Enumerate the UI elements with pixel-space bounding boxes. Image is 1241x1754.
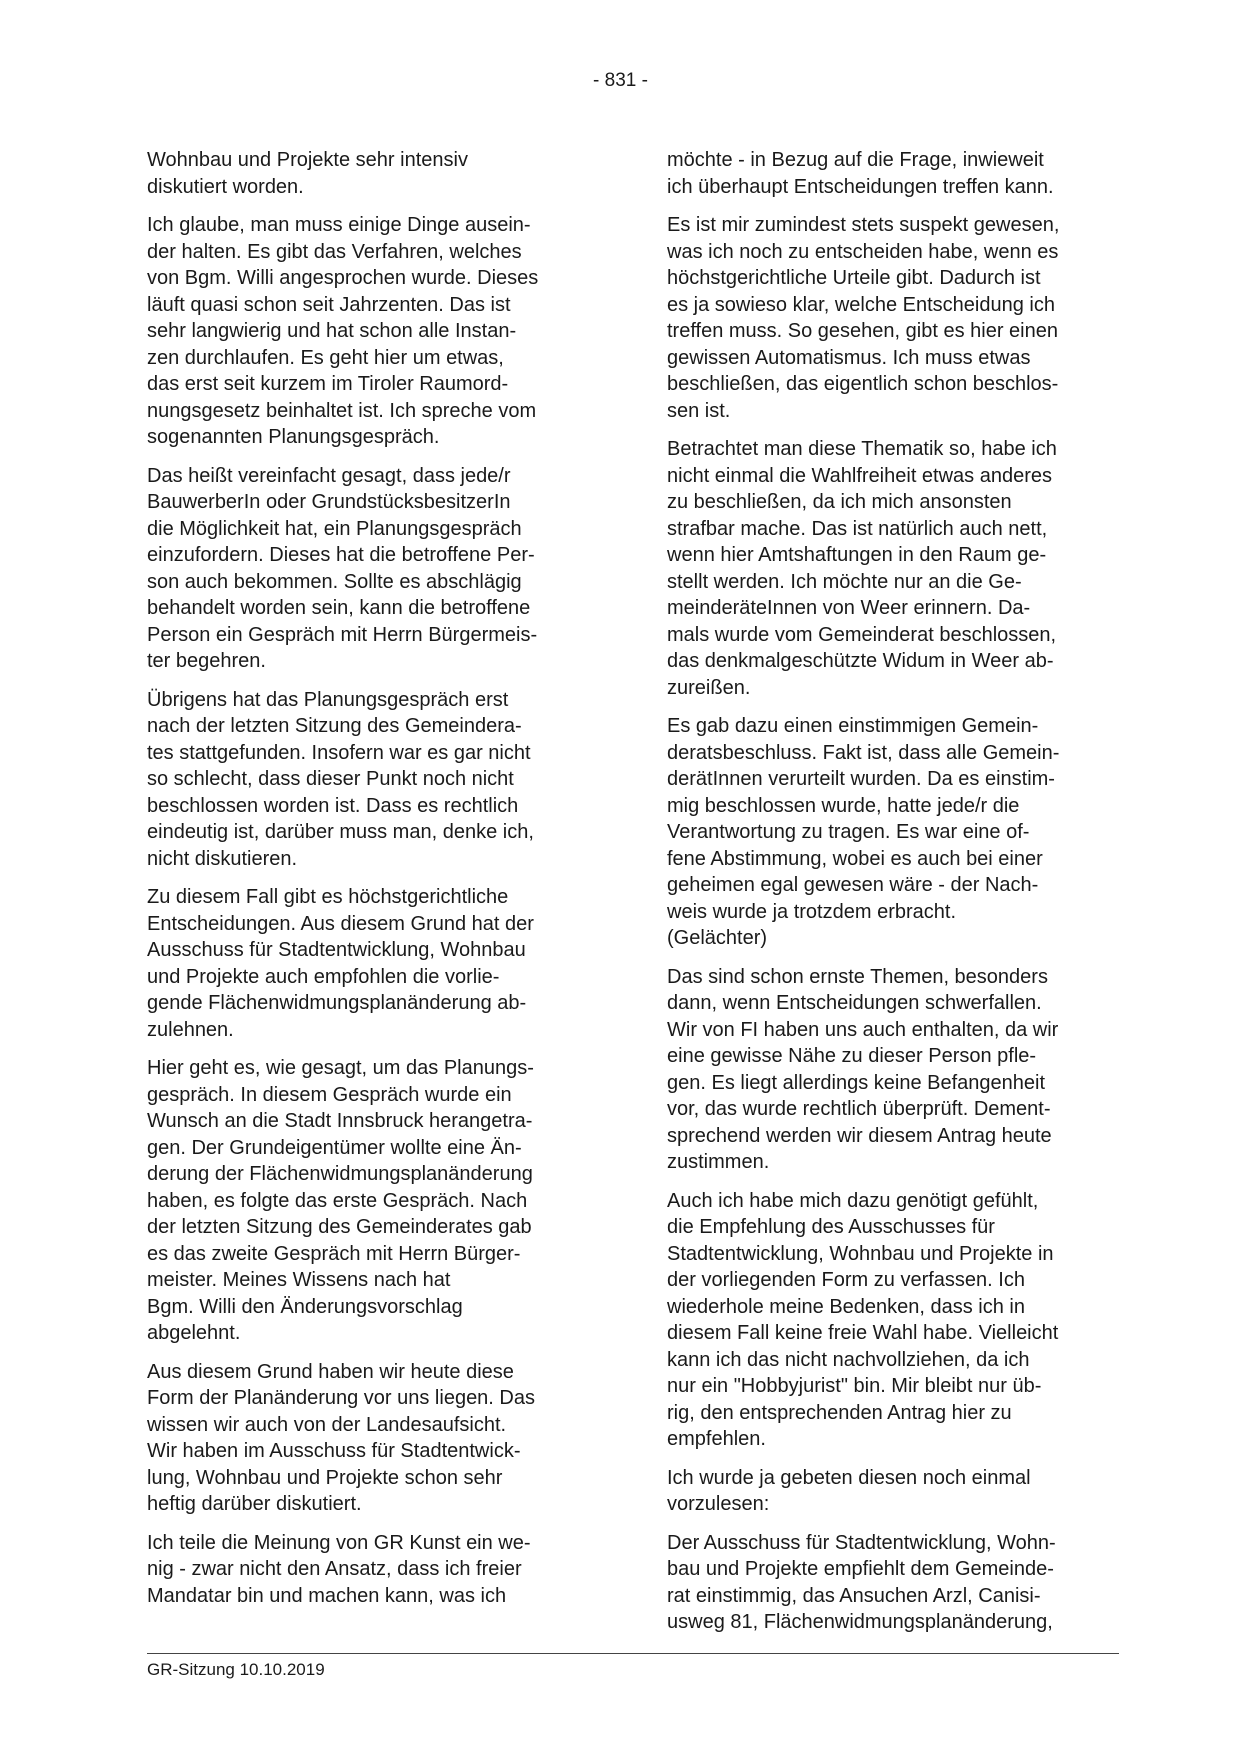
text-line: es ja sowieso klar, welche Entscheidung ich xyxy=(667,293,1055,316)
text-line: von Bgm. Willi angesprochen wurde. Dieses xyxy=(147,267,539,289)
text-line: empfehlen. xyxy=(667,1428,766,1450)
text-line: und Projekte auch empfohlen die vorlie- xyxy=(147,965,500,988)
text-line: derätInnen verurteilt wurden. Da es einstim- xyxy=(667,768,1055,790)
text-line: lung, Wohnbau und Projekte schon sehr xyxy=(147,1466,503,1489)
text-line: Ich glaube, man muss einige Dinge ausein- xyxy=(147,214,531,236)
text-line: mig beschlossen wurde, hatte jede/r die xyxy=(667,794,1020,817)
text-line: die Empfehlung des Ausschusses für xyxy=(667,1216,995,1238)
text-line: der letzten Sitzung des Gemeinderates gab xyxy=(147,1216,532,1238)
text-line: der vorliegenden Form zu verfassen. Ich xyxy=(667,1269,1025,1291)
text-line: geheimen egal gewesen wäre - der Nach- xyxy=(667,874,1039,896)
text-line: beschlossen worden ist. Dass es rechtlich xyxy=(147,794,519,817)
text-line: Auch ich habe mich dazu genötigt gefühlt, xyxy=(667,1189,1039,1212)
text-line: nicht diskutieren. xyxy=(147,847,298,870)
text-line: Stadtentwicklung, Wohnbau und Projekte in xyxy=(667,1242,1054,1265)
text-line: Wohnbau und Projekte sehr intensiv xyxy=(147,149,468,171)
text-line: diskutiert worden. xyxy=(147,175,304,198)
text-line: zu beschließen, da ich mich ansonsten xyxy=(667,491,1012,513)
text-line: BauwerberIn oder GrundstücksbesitzerIn xyxy=(147,491,511,513)
text-line: nig - zwar nicht den Ansatz, dass ich freier xyxy=(147,1558,522,1580)
text-line: was ich noch zu entscheiden habe, wenn es xyxy=(667,240,1059,263)
text-line: Form der Planänderung vor uns liegen. Das xyxy=(147,1387,535,1409)
text-line: tes stattgefunden. Insofern war es gar nicht xyxy=(147,741,531,764)
text-line: die Möglichkeit hat, ein Planungsgespräch xyxy=(147,517,522,540)
text-line: derung der Flächenwidmungsplanänderung xyxy=(147,1163,533,1185)
text-line: Person ein Gespräch mit Herrn Bürgermeis- xyxy=(147,623,538,646)
text-line: son auch bekommen. Sollte es abschlägig xyxy=(147,570,522,593)
text-line: Ich wurde ja gebeten diesen noch einmal xyxy=(667,1466,1031,1489)
text-line: ich überhaupt Entscheidungen treffen kann. xyxy=(667,175,1054,198)
paragraph xyxy=(147,1359,599,1518)
paragraph xyxy=(667,1188,1119,1453)
page-number: - 831 - xyxy=(593,70,648,91)
paragraph xyxy=(147,212,599,451)
text-line: Es gab dazu einen einstimmigen Gemein- xyxy=(667,715,1039,737)
text-line: sehr langwierig und hat schon alle Instan- xyxy=(147,320,517,342)
text-line: zureißen. xyxy=(667,676,751,699)
text-line: treffen muss. So gesehen, gibt es hier einen xyxy=(667,320,1058,342)
paragraph xyxy=(147,884,599,1043)
footer-divider xyxy=(147,1653,1119,1654)
text-line: rig, den entsprechenden Antrag hier zu xyxy=(667,1401,1012,1424)
text-line: heftig darüber diskutiert. xyxy=(147,1493,362,1515)
text-line: nungsgesetz beinhaltet ist. Ich spreche vom xyxy=(147,399,537,422)
text-line: zustimmen. xyxy=(667,1151,770,1173)
text-line: gen. Es liegt allerdings keine Befangenheit xyxy=(667,1071,1046,1094)
text-line: Betrachtet man diese Thematik so, habe ich xyxy=(667,438,1057,460)
text-line: höchstgerichtliche Urteile gibt. Dadurch ist xyxy=(667,267,1041,289)
text-line: Wir von FI haben uns auch enthalten, da wir xyxy=(667,1018,1059,1041)
text-line: haben, es folgte das erste Gespräch. Nach xyxy=(147,1189,528,1212)
text-line: sen ist. xyxy=(667,399,731,422)
text-line: einzufordern. Dieses hat die betroffene Per- xyxy=(147,544,535,566)
text-line: beschließen, das eigentlich schon beschlos- xyxy=(667,373,1059,395)
text-line: Der Ausschuss für Stadtentwicklung, Wohn- xyxy=(667,1531,1056,1554)
text-line: Ausschuss für Stadtentwicklung, Wohnbau xyxy=(147,939,526,961)
paragraph xyxy=(147,687,599,873)
paragraph xyxy=(667,1530,1119,1636)
text-line: fene Abstimmung, wobei es auch bei einer xyxy=(667,847,1043,870)
paragraph xyxy=(147,147,599,200)
text-line: zulehnen. xyxy=(147,1018,234,1041)
text-line: Ich teile die Meinung von GR Kunst ein we- xyxy=(147,1531,531,1554)
text-line: Das heißt vereinfacht gesagt, dass jede/r xyxy=(147,464,511,487)
text-line: Übrigens hat das Planungsgespräch erst xyxy=(147,688,509,711)
text-line: sogenannten Planungsgespräch. xyxy=(147,426,440,448)
text-line: eindeutig ist, darüber muss man, denke ich, xyxy=(147,821,534,843)
text-line: Das sind schon ernste Themen, besonders xyxy=(667,965,1048,988)
text-line: Wir haben im Ausschuss für Stadtentwick- xyxy=(147,1440,521,1462)
text-line: das erst seit kurzem im Tiroler Raumord- xyxy=(147,373,509,395)
text-line: wiederhole meine Bedenken, dass ich in xyxy=(667,1295,1025,1318)
text-line: wissen wir auch von der Landesaufsicht. xyxy=(147,1413,507,1436)
text-line: Es ist mir zumindest stets suspekt gewesen, xyxy=(667,214,1060,236)
text-line: zen durchlaufen. Es geht hier um etwas, xyxy=(147,346,504,369)
text-line: deratsbeschluss. Fakt ist, dass alle Gemein- xyxy=(667,741,1060,764)
text-line: eine gewisse Nähe zu dieser Person pfle- xyxy=(667,1045,1037,1067)
text-line: läuft quasi schon seit Jahrzenten. Das ist xyxy=(147,293,511,316)
text-line: diesem Fall keine freie Wahl habe. Vielleicht xyxy=(667,1322,1059,1344)
paragraph xyxy=(147,463,599,675)
text-line: weis wurde ja trotzdem erbracht. xyxy=(667,900,957,923)
paragraph xyxy=(667,147,1119,200)
paragraph xyxy=(147,1055,599,1347)
text-line: Bgm. Willi den Änderungsvorschlag xyxy=(147,1295,463,1318)
text-line: dann, wenn Entscheidungen schwerfallen. xyxy=(667,992,1042,1014)
text-line: mals wurde vom Gemeinderat beschlossen, xyxy=(667,623,1057,646)
text-line: rat einstimmig, das Ansuchen Arzl, Canisi- xyxy=(667,1584,1041,1607)
text-line: meister. Meines Wissens nach hat xyxy=(147,1269,451,1291)
text-line: nur ein "Hobbyjurist" bin. Mir bleibt nur üb- xyxy=(667,1375,1042,1397)
text-line: Hier geht es, wie gesagt, um das Planungs- xyxy=(147,1057,534,1079)
paragraph xyxy=(667,964,1119,1176)
text-line: Aus diesem Grund haben wir heute diese xyxy=(147,1360,514,1383)
paragraph xyxy=(667,1465,1119,1518)
text-line: gen. Der Grundeigentümer wollte eine Än- xyxy=(147,1136,522,1159)
text-line: ter begehren. xyxy=(147,650,266,672)
text-line: vorzulesen: xyxy=(667,1493,770,1515)
text-line: so schlecht, dass dieser Punkt noch nicht xyxy=(147,768,514,790)
text-line: das denkmalgeschützte Widum in Weer ab- xyxy=(667,650,1054,672)
text-line: (Gelächter) xyxy=(667,927,768,949)
text-line: meinderäteInnen von Weer erinnern. Da- xyxy=(667,597,1031,619)
text-line: gende Flächenwidmungsplanänderung ab- xyxy=(147,992,527,1014)
text-line: nach der letzten Sitzung des Gemeindera- xyxy=(147,715,522,737)
text-line: stellt werden. Ich möchte nur an die Ge- xyxy=(667,570,1022,593)
text-line: möchte - in Bezug auf die Frage, inwieweit xyxy=(667,149,1044,171)
text-line: Wunsch an die Stadt Innsbruck herangetra- xyxy=(147,1110,533,1132)
text-line: abgelehnt. xyxy=(147,1322,241,1344)
text-line: gespräch. In diesem Gespräch wurde ein xyxy=(147,1083,512,1106)
text-line: behandelt worden sein, kann die betroffene xyxy=(147,597,531,619)
text-line: usweg 81, Flächenwidmungsplanänderung, xyxy=(667,1611,1053,1633)
text-line: bau und Projekte empfiehlt dem Gemeinde- xyxy=(667,1558,1054,1580)
left-column xyxy=(147,147,599,1621)
text-line: Zu diesem Fall gibt es höchstgerichtliche xyxy=(147,886,509,908)
text-line: sprechend werden wir diesem Antrag heute xyxy=(667,1124,1052,1147)
text-line: der halten. Es gibt das Verfahren, welches xyxy=(147,240,522,263)
paragraph xyxy=(667,436,1119,701)
right-column xyxy=(667,147,1119,1648)
paragraph xyxy=(667,713,1119,952)
text-line: es das zweite Gespräch mit Herrn Bürger- xyxy=(147,1242,521,1265)
paragraph xyxy=(667,212,1119,424)
text-line: Verantwortung zu tragen. Es war eine of- xyxy=(667,821,1030,843)
text-line: vor, das wurde rechtlich überprüft. Dement- xyxy=(667,1098,1051,1120)
text-line: gewissen Automatismus. Ich muss etwas xyxy=(667,346,1031,369)
text-line: kann ich das nicht nachvollziehen, da ich xyxy=(667,1348,1030,1371)
text-line: Entscheidungen. Aus diesem Grund hat der xyxy=(147,912,534,935)
text-line: nicht einmal die Wahlfreiheit etwas anderes xyxy=(667,464,1053,487)
paragraph xyxy=(147,1530,599,1610)
text-line: wenn hier Amtshaftungen in den Raum ge- xyxy=(667,544,1047,566)
text-line: strafbar mache. Das ist natürlich auch nett, xyxy=(667,517,1048,540)
footer-session-date: GR-Sitzung 10.10.2019 xyxy=(147,1660,325,1679)
text-line: Mandatar bin und machen kann, was ich xyxy=(147,1584,507,1607)
